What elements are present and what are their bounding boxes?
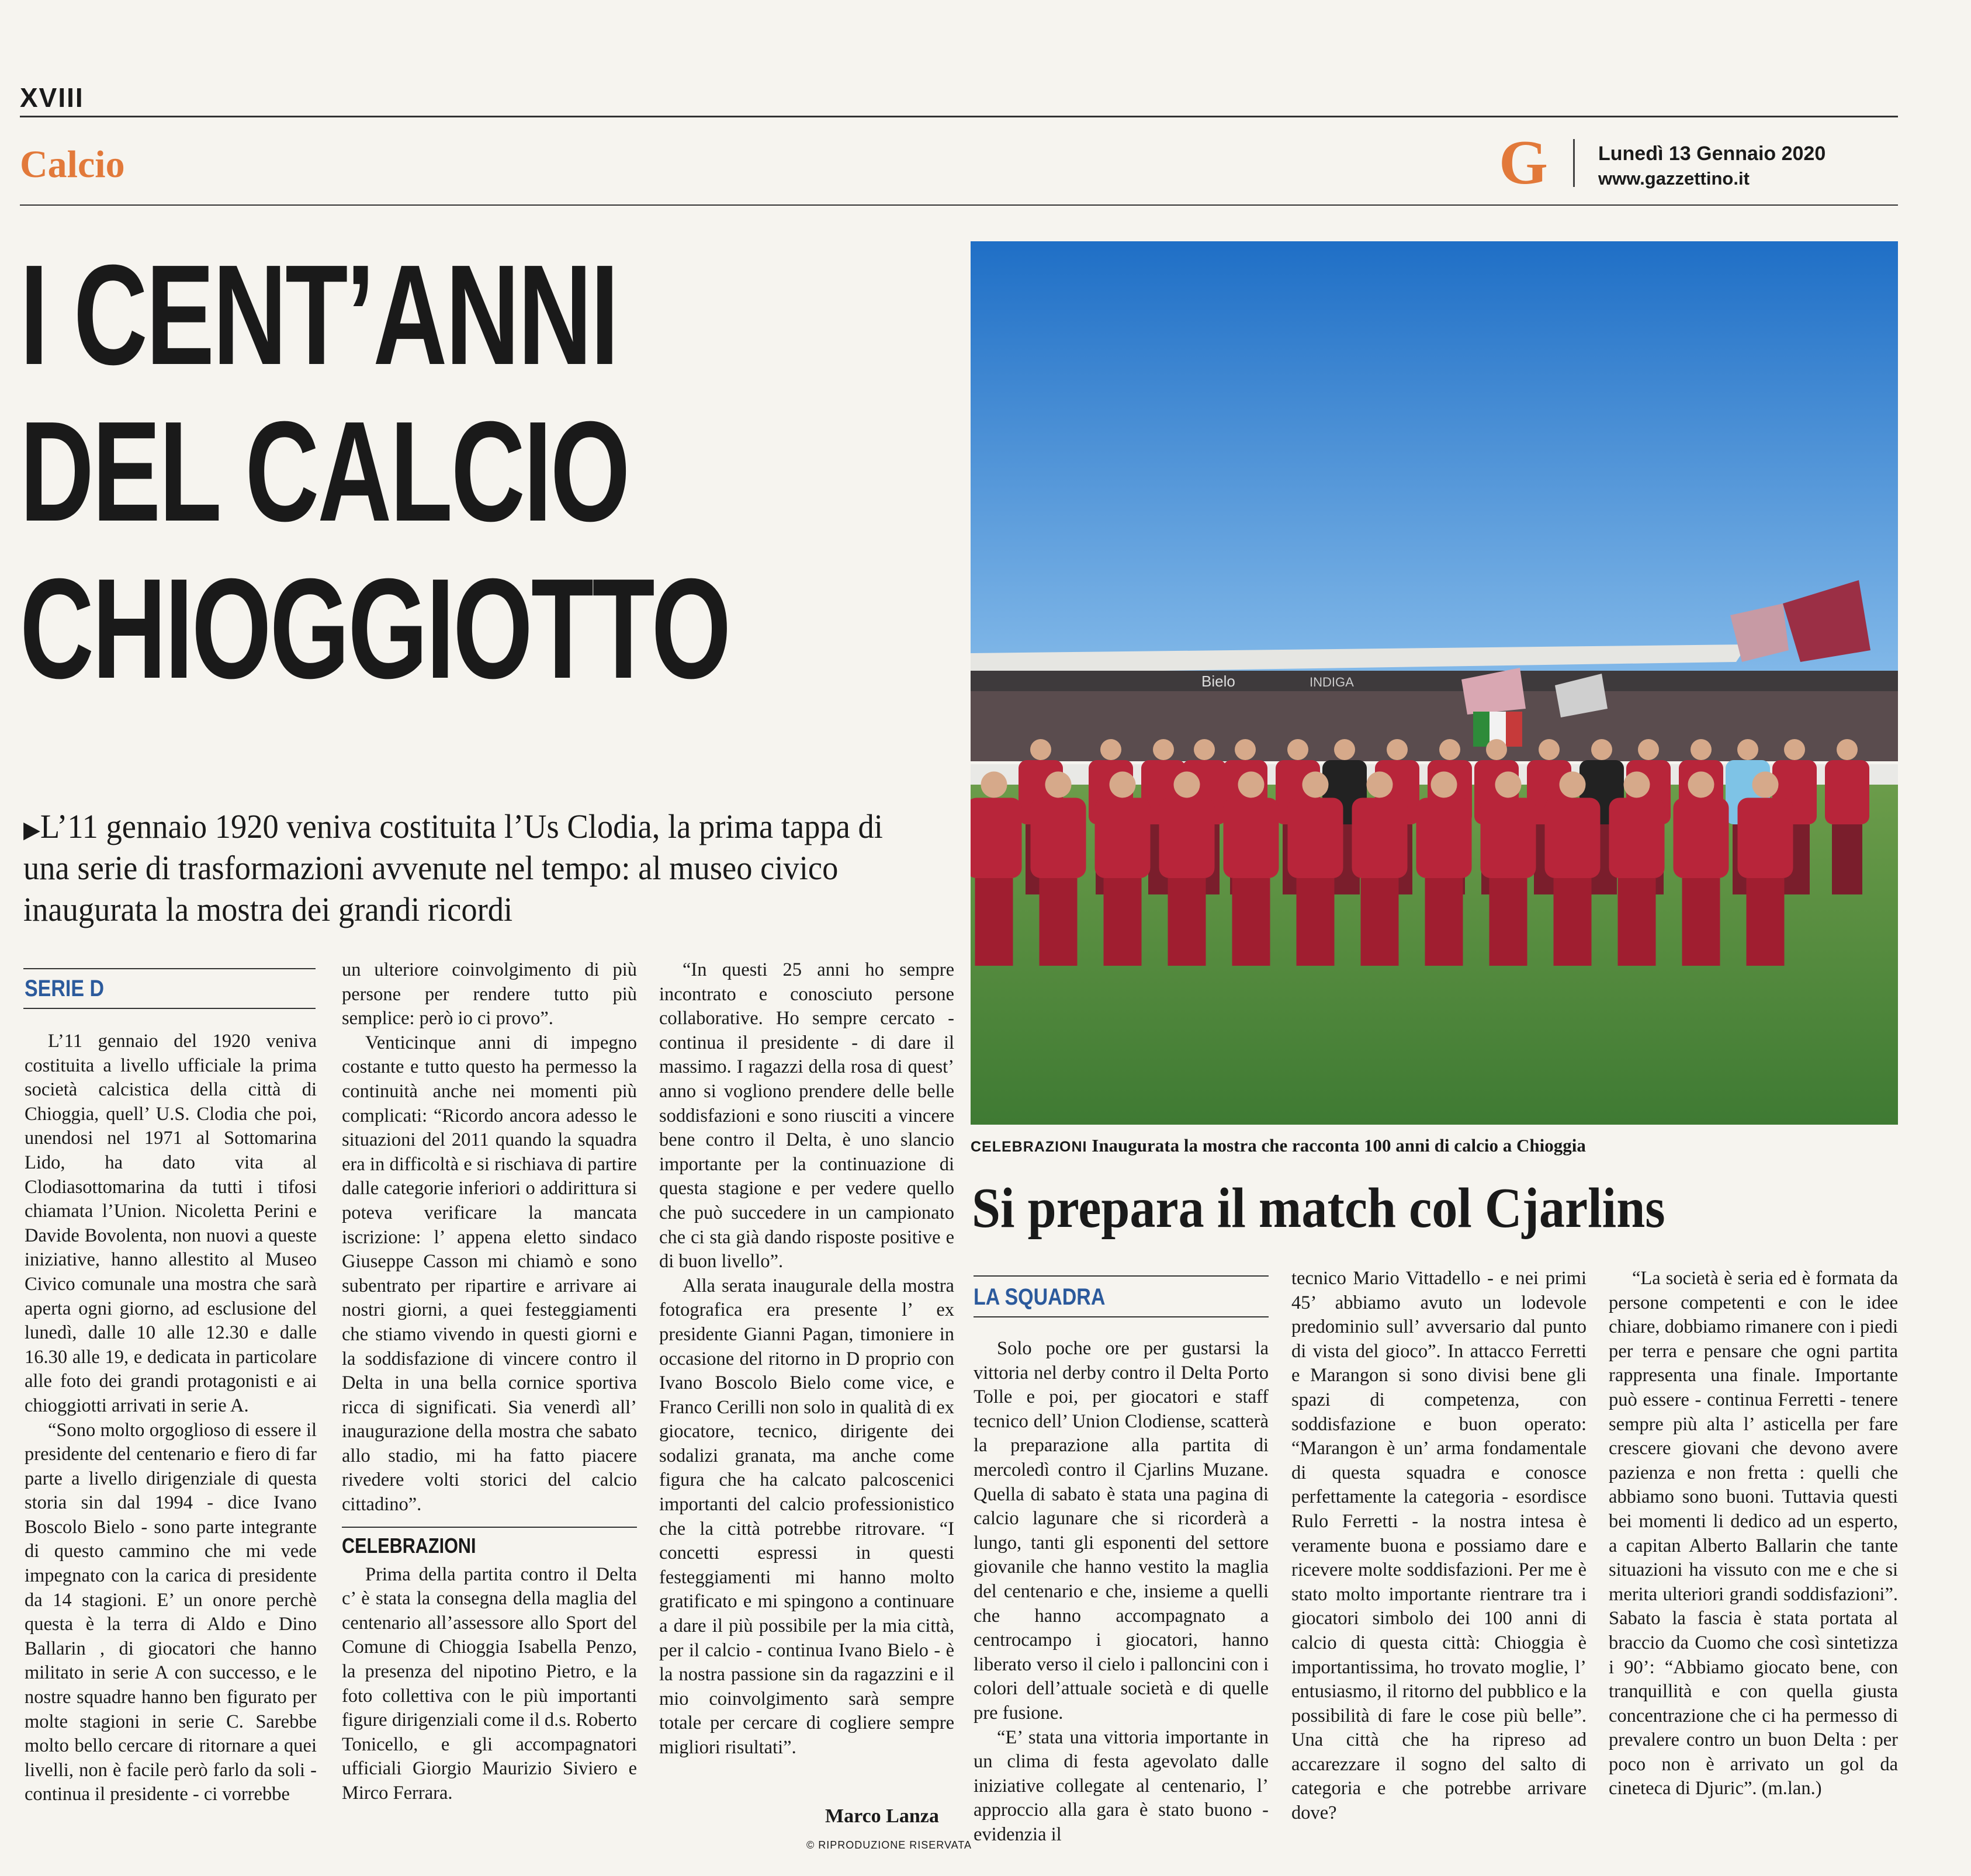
kicker-rule: [974, 1275, 1269, 1277]
kicker-la-squadra: LA SQUADRA: [974, 1284, 1106, 1310]
paragraph: “In questi 25 anni ho sempre incontrato e conosciuto persone collaborative. Ho sempre cercato - continua il presidente - di dare il massimo. I ragazzi della rosa di quest’ anno si vogliono prendere delle belle soddisfazioni e sono riusciti a vincere bene contro il Delta, è uno slancio importante per la continuazione di questa stagione e per vedere quello che può succedere in un campionato che ci sta già dando risposte positive e di buon livello”.: [659, 959, 954, 1272]
kicker-serie-d: SERIE D: [25, 976, 105, 1001]
gazzettino-logo: G: [1499, 128, 1549, 197]
header-top-rule: [20, 116, 1898, 117]
second-column-2: [1291, 1267, 1587, 1826]
second-headline: Si prepara il match col Cjarlins: [972, 1177, 1665, 1240]
paragraph: Solo poche ore per gustarsi la vittoria nel derby contro il Delta Porto Tolle e poi, per giocatori e staff tecnico dell’ Union Clodiense, scatterà la preparazione alla partita di mercoledì contro il Cjarlins Muzane. Quella di sabato è stata una pagina di calcio lagunare che si ricorderà a lungo, tanti gli esponenti del settore giovanile che hanno vestito la maglia del centenario e che, insieme a quelli che hanno accompagnato a centrocampo i giocatori, hanno liberato verso il cielo i palloncini con i colori dell’attuale società e di quelle pre fusione.: [974, 1338, 1269, 1724]
kicker-celebrazioni: CELEBRAZIONI: [342, 1533, 476, 1558]
arrow-icon: ▶: [23, 816, 40, 843]
second-column-1: [974, 1337, 1269, 1847]
paragraph: un ulteriore coinvolgimento di più persone per rendere tutto più semplice: però io ci provo”.: [342, 959, 637, 1029]
article-column-3: [659, 958, 954, 1760]
issue-date: Lunedì 13 Gennaio 2020: [1598, 143, 1826, 165]
team-photo-illustration: [971, 241, 1898, 1125]
flag: [1506, 712, 1522, 747]
kicker-rule: [23, 1008, 316, 1009]
paragraph: Venticinque anni di impegno costante e tutto questo ha permesso la continuità anche nei momenti più complicati: “Ricordo ancora adesso le situazioni del 2011 quando la squadra era in difficoltà e si rischiava di partire dalle categorie inferiori o addirittura si poteva verificare la mancata iscrizione: l’ appena eletto sindaco Giuseppe Casson mi chiamò e sono subentrato per ripartire e arrivare ai nostri giorni, a quei festeggiamenti che stiamo vivendo in questi giorni e la soddisfazione di vincere contro il Delta in una bella cornice sportiva ricca di significati. Sia venerdì all’ inaugurazione della mostra che sabato allo stadio, mi ha fatto piacere rivedere volti storici del calcio cittadino”.: [342, 1032, 637, 1516]
paragraph: Prima della partita contro il Delta c’ è stata la consegna della maglia del centenario all’assessore allo Sport del Comune di Chioggia Isabella Penzo, la presenza del nipotino Pietro, e la foto collettiva con le più importanti figure dirigenziali come il d.s. Roberto Tonicello, e gli accompagnatori ufficiali Giorgio Maurizio Siviero e Mirco Ferrara.: [342, 1563, 637, 1804]
section-label: Calcio: [20, 143, 125, 186]
article-column-2: [342, 958, 637, 1806]
photo-caption: [971, 1135, 1586, 1156]
paragraph: Alla serata inaugurale della mostra fotografica era presente l’ ex presidente Gianni Pagan, timoniere in occasione del ritorno in D proprio con Ivano Boscolo Bielo come vice, e Franco Cerilli non solo in qualità di ex giocatore, tecnico, dirigente dei sodalizi granata, ma anche come figura che ha calcato palcoscenici importanti del calcio professionistico che la città potrebbe ritrovare. “I concetti espressi in questi festeggiamenti mi hanno molto gratificato e mi spingono a continuare a dare il più possibile per la mia città, per il calcio - continua Ivano Bielo - è la nostra passione sin da ragazzini e il mio coinvolgimento sarà sempre totale per cercare di cogliere sempre migliori risultati”.: [659, 1275, 954, 1758]
paragraph: “La società è seria ed è formata da persone competenti e con le idee chiare, dobbiamo rimanere con i piedi per terra e pensare che ogni partita rappresenta una finale. Importante può essere - continua Ferretti - tenere sempre più alta l’ asticella per fare crescere giovani che devono avere pazienza e non fretta : quelli che abbiamo sono buoni. Tuttavia questi bei momenti li dedico ad un esperto, a capitan Alberto Ballarin che tante situazioni ha vissuto con me e che si merita ulteriori grandi soddisfazioni”. Sabato la fascia è stata portata al braccio da Cuomo che così sintetizza i 90’: “Abbiamo giocato bene, con tranquillità e con quella giusta concentrazione che ci ha permesso di prevalere contro un buon Delta : per poco non è arrivato un gol da cineteca di Djuric”. (m.lan.): [1609, 1268, 1898, 1799]
paragraph: “E’ stata una vittoria importante in un clima di festa agevolato dalle iniziative collegate al centenario, l’ approccio alla gara è stato buono - evidenzia il: [974, 1726, 1269, 1845]
page-number: XVIII: [20, 82, 84, 113]
stand-sign: Bielo: [1201, 672, 1235, 690]
stand-sign: INDIGA: [1310, 675, 1354, 689]
byline: Marco Lanza: [825, 1805, 939, 1827]
paragraph: “Sono molto orgoglioso di essere il presidente del centenario e fiero di far parte a livello dirigenziale di questa storia sin dal 1994 - dice Ivano Boscolo Bielo - sono parte integrante di questo cammino che mi vede impegnato con la carica di presidente da 14 stagioni. E’ un onore perchè questa è la terra di Aldo e Dino Ballarin , di giocatori che hanno militato in serie A con successo, e le nostre squadre hanno ben figurato per molte stagioni in serie C. Sarebbe molto bello cercare di ritornare a quei livelli, non è facile però farlo da soli - continua il presidente - ci vorrebbe: [25, 1419, 317, 1805]
logo-separator: [1573, 139, 1575, 187]
flag: [1473, 712, 1489, 747]
headline-line: CHIOGGIOTTO: [20, 548, 730, 708]
header-bottom-rule: [20, 204, 1898, 206]
kicker-rule: [23, 968, 316, 969]
website-url: www.gazzettino.it: [1598, 168, 1750, 189]
headline-line: DEL CALCIO: [20, 391, 629, 552]
subheadline-text: L’11 gennaio 1920 veniva costituita l’Us Clodia, la prima tappa di una serie di trasformazioni avvenute nel tempo: al museo civico inaugurata la mostra dei grandi ricordi: [23, 807, 883, 928]
paragraph: tecnico Mario Vittadello - e nei primi 45’ abbiamo avuto un lodevole predominio sull’ avversario dal punto di vista del gioco”. In attacco Ferretti e Marangon si sono divisi bene gli spazi di competenza, con soddisfazione e buon operato: “Marangon è un’ arma fondamentale di questa squadra e conosce perfettamente la categoria - esordisce Rulo Ferretti - la nostra intesa è veramente buona e possiamo dare e ricevere molte soddisfazioni. Per me è stato molto importante rientrare tra i giocatori simbolo dei 100 anni di calcio di questa città: Chioggia è importantissima, ho trovato moglie, l’ entusiasmo, il ritorno del pubblico e la possibilità di fare le cose più belle”. Una città che ha ripreso ad accarezzare il sogno del salto di categoria e che potrebbe arrivare dove?: [1291, 1268, 1587, 1824]
headline-line: I CENT’ANNI: [20, 235, 618, 394]
team-photo: [971, 241, 1898, 1125]
article-column-1: [25, 1029, 317, 1807]
paragraph: L’11 gennaio del 1920 veniva costituita a livello ufficiale la prima società calcistica della città di Chioggia, quell’ U.S. Clodia che poi, unendosi nel 1971 al Sottomarina Lido, ha dato vita al Clodiasottomarina da tutti i tifosi chiamata l’Union. Nicoletta Perini e Davide Bovolenta, non nuovi a queste iniziative, hanno allestito al Museo Civico comunale una mostra che sarà aperta ogni giorno, ad esclusione del lunedì, dalle 10 alle 12.30 e dalle 16.30 alle 19, e dedicata in particolare alle foto dei grandi protagonisti e ai chioggiotti arrivati in serie A.: [25, 1031, 317, 1416]
second-column-3: [1609, 1267, 1898, 1801]
copyright: © RIPRODUZIONE RISERVATA: [806, 1839, 972, 1851]
caption-text: Inaugurata la mostra che racconta 100 anni di calcio a Chioggia: [1092, 1135, 1586, 1156]
caption-tag: CELEBRAZIONI: [971, 1139, 1087, 1155]
kicker-rule: [342, 1527, 637, 1528]
subheadline: [23, 806, 891, 930]
kicker-rule: [974, 1316, 1269, 1317]
main-headline: [20, 235, 730, 708]
